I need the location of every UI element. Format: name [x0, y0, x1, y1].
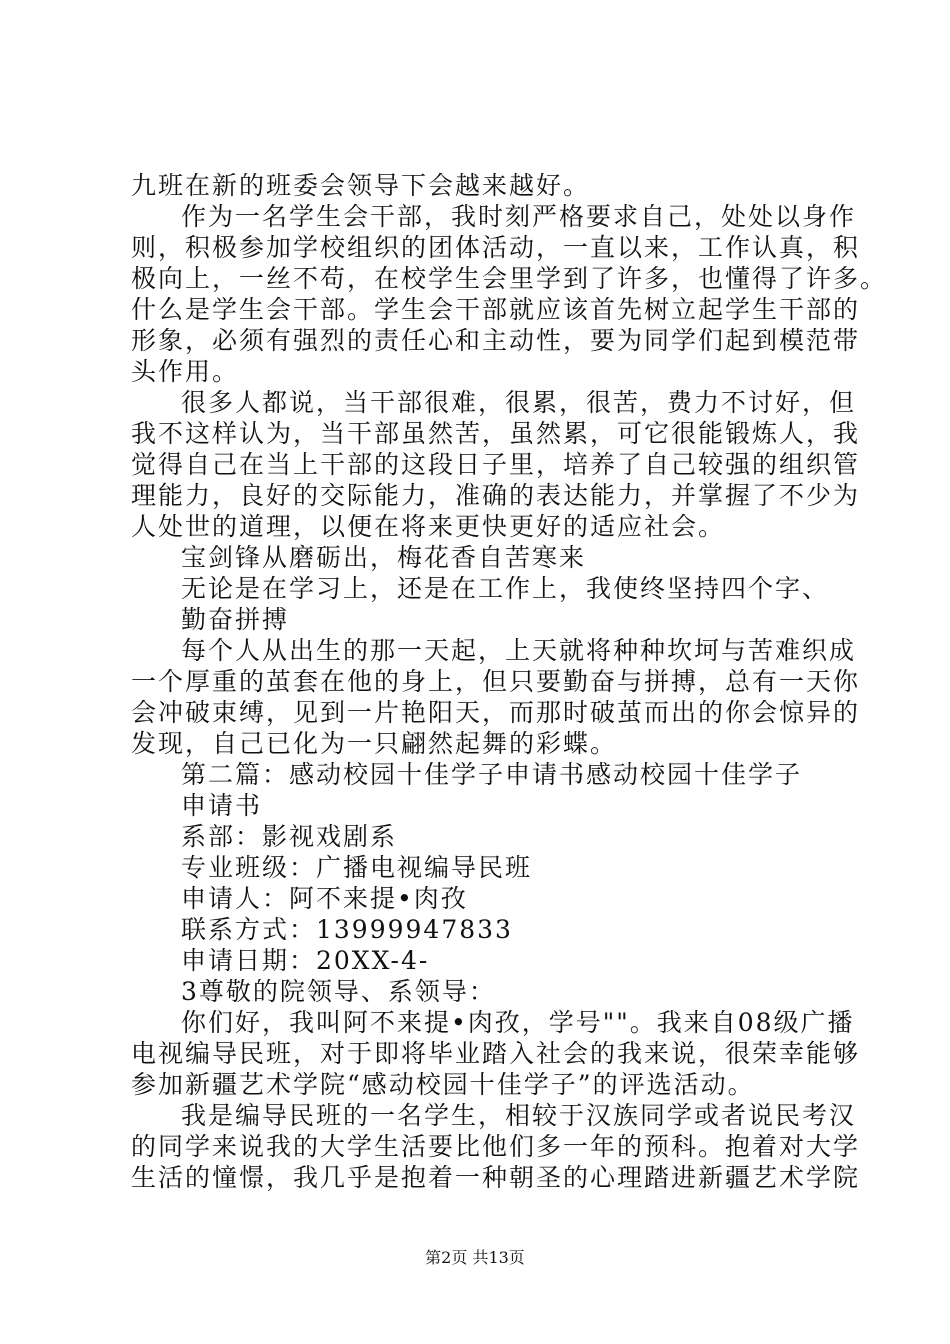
text-line: 会冲破束缚，见到一片艳阳天，而那时破茧而出的你会惊异的	[131, 698, 861, 727]
document-body	[131, 170, 888, 1193]
text-line: 勤奋拼搏	[181, 605, 290, 634]
form-field-contact: 联系方式：13999947833	[181, 915, 513, 944]
text-line: 人处世的道理，以便在将来更快更好的适应社会。	[131, 512, 726, 541]
form-field-applicant: 申请人：阿不来提•肉孜	[181, 884, 468, 913]
text-line: 我不这样认为，当干部虽然苦，虽然累，可它很能锻炼人，我	[131, 419, 861, 448]
text-line: 每个人从出生的那一天起，上天就将种种坎坷与苦难织成	[181, 636, 857, 665]
text-line: 理能力，良好的交际能力，准确的表达能力，并掌握了不少为	[131, 481, 861, 510]
text-line: 一个厚重的茧套在他的身上，但只要勤奋与拼搏，总有一天你	[131, 667, 861, 696]
text-line: 则，积极参加学校组织的团体活动，一直以来，工作认真，积	[131, 233, 861, 262]
text-line: 3尊敬的院领导、系领导：	[181, 977, 496, 1006]
form-field-date: 申请日期：20XX-4-	[181, 946, 430, 975]
text-line: 无论是在学习上，还是在工作上，我使终坚持四个字、	[181, 574, 830, 603]
text-line: 极向上，一丝不苟，在校学生会里学到了许多，也懂得了许多。	[131, 264, 888, 293]
text-line: 宝剑锋从磨砺出，梅花香自苦寒来	[181, 543, 587, 572]
text-line: 发现，自己已化为一只翩然起舞的彩蝶。	[131, 729, 618, 758]
form-field-class: 专业班级：广播电视编导民班	[181, 853, 533, 882]
text-line: 参加新疆艺术学院“感动校园十佳学子”的评选活动。	[131, 1070, 755, 1099]
text-line: 九班在新的班委会领导下会越来越好。	[131, 171, 591, 200]
text-line: 你们好，我叫阿不来提•肉孜，学号""。我来自08级广播	[181, 1008, 855, 1037]
section-heading: 第二篇：感动校园十佳学子申请书感动校园十佳学子	[181, 760, 803, 789]
text-line: 形象，必须有强烈的责任心和主动性，要为同学们起到模范带	[131, 326, 861, 355]
text-line: 申请书	[181, 791, 263, 820]
text-line: 很多人都说，当干部很难，很累，很苦，费力不讨好，但	[181, 388, 857, 417]
text-line: 的同学来说我的大学生活要比他们多一年的预科。抱着对大学	[131, 1132, 861, 1161]
text-line: 生活的憧憬，我几乎是抱着一种朝圣的心理踏进新疆艺术学院	[131, 1163, 861, 1192]
page-number-footer: 第2页 共13页	[425, 1248, 525, 1267]
text-line: 头作用。	[131, 357, 240, 386]
text-line: 作为一名学生会干部，我时刻严格要求自己，处处以身作	[181, 202, 857, 231]
text-line: 什么是学生会干部。学生会干部就应该首先树立起学生干部的	[131, 295, 861, 324]
text-line: 我是编导民班的一名学生，相较于汉族同学或者说民考汉	[181, 1101, 857, 1130]
form-field-department: 系部：影视戏剧系	[181, 822, 398, 851]
text-line: 电视编导民班，对于即将毕业踏入社会的我来说，很荣幸能够	[131, 1039, 861, 1068]
text-line: 觉得自己在当上干部的这段日子里，培养了自己较强的组织管	[131, 450, 861, 479]
